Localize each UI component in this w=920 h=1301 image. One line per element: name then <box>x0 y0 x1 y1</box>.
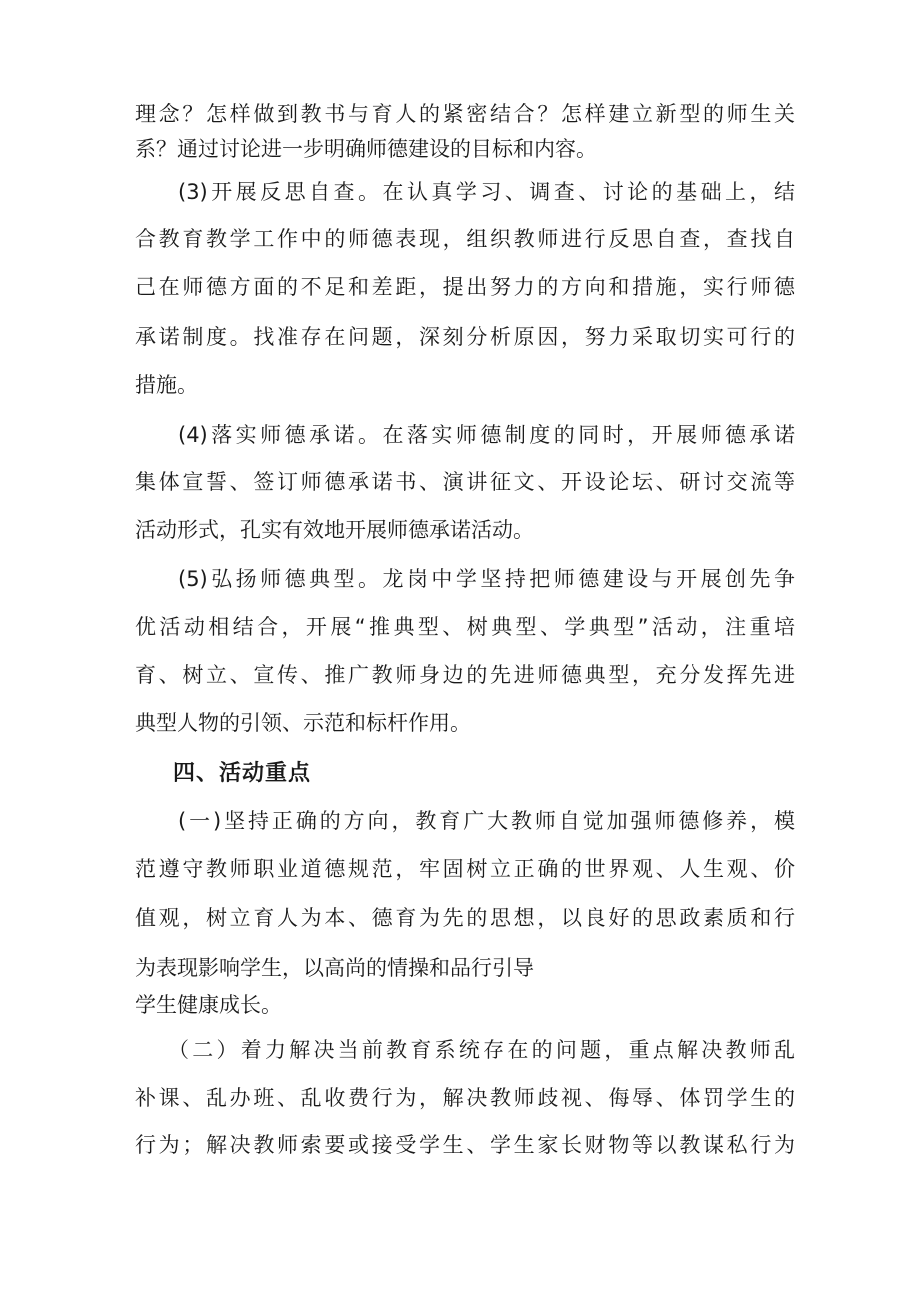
text-line: 优活动相结合，开展“推典型、树典型、学典型”活动，注重培 <box>135 615 795 639</box>
text-line: 为表现影响学生，以高尚的情操和品行引导 <box>135 956 534 980</box>
point-2-start: （二）着力解决当前教育系统存在的问题，重点解决教师乱 <box>168 1038 795 1062</box>
paragraph-5-start: (5)弘扬师德典型。龙岗中学坚持把师德建设与开展创先争 <box>178 567 795 591</box>
text-line: 己在师德方面的不足和差距，提出努力的方向和措施，实行师德 <box>135 275 795 299</box>
text-line: 合教育教学工作中的师德表现，组织教师进行反思自查，查找自 <box>135 227 795 251</box>
point-1-start: (一)坚持正确的方向，教育广大教师自觉加强师德修养，模 <box>178 809 795 833</box>
text-line: 承诺制度。找准存在问题，深刻分析原因，努力采取切实可行的 <box>135 325 795 349</box>
text-line: 学生健康成长。 <box>135 993 282 1017</box>
text-line: 措施。 <box>135 373 198 397</box>
text-line: 行为；解决教师索要或接受学生、学生家长财物等以教谋私行为 <box>135 1133 795 1157</box>
text-line: 系？通过讨论进一步明确师德建设的目标和内容。 <box>135 137 597 161</box>
text-line: 补课、乱办班、乱收费行为，解决教师歧视、侮辱、体罚学生的 <box>135 1086 795 1110</box>
text-line: 值观，树立育人为本、德育为先的思想，以良好的思政素质和行 <box>135 906 795 930</box>
text-line: 典型人物的引领、示范和标杆作用。 <box>135 711 471 735</box>
paragraph-3-start: (3)开展反思自查。在认真学习、调查、讨论的基础上，结 <box>178 180 795 204</box>
text-line: 范遵守教师职业道德规范，牢固树立正确的世界观、人生观、价 <box>135 857 795 881</box>
paragraph-4-start: (4)落实师德承诺。在落实师德制度的同时，开展师德承诺 <box>178 423 795 447</box>
text-line: 理念？怎样做到教书与育人的紧密结合？怎样建立新型的师生关 <box>135 102 795 126</box>
text-line: 集体宣誓、签订师德承诺书、演讲征文、开设论坛、研讨交流等 <box>135 470 795 494</box>
section-heading: 四、活动重点 <box>173 761 312 786</box>
text-line: 育、树立、宣传、推广教师身边的先进师德典型，充分发挥先进 <box>135 663 795 687</box>
text-line: 活动形式，孔实有效地开展师德承诺活动。 <box>135 518 534 542</box>
